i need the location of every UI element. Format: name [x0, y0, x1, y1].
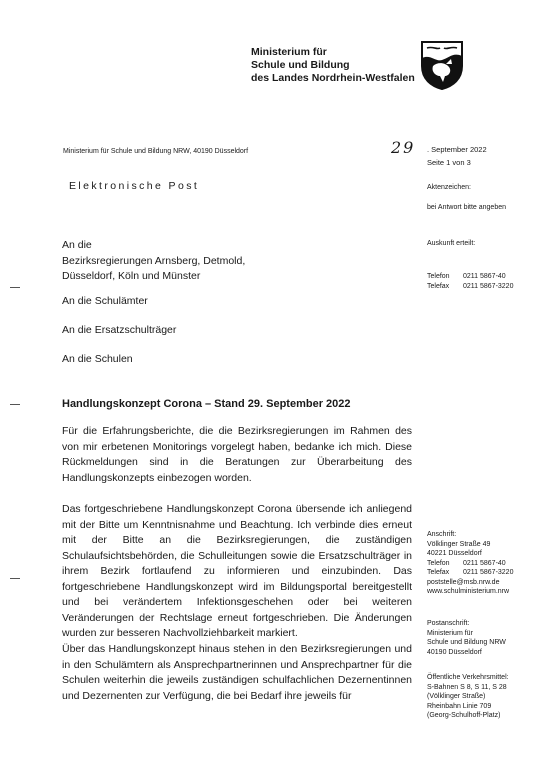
delivery-method: Elektronische Post — [69, 180, 200, 192]
transport-label: Öffentliche Verkehrsmittel: — [427, 674, 509, 681]
telefax-label: Telefax — [427, 569, 450, 576]
contact-telefon-row — [427, 272, 513, 282]
handwritten-date-day: 29 — [391, 138, 416, 157]
paragraph-text: Für die Erfahrungsberichte, die die Bezirksregierungen im Rahmen des von mir erbetenen Monitorings vorgelegt haben, bedanke ich mich. Diese Rückmeldungen sind in die Beratungen zur Überarbeitung des Handlungskonzepts einbezogen worden. — [62, 425, 412, 484]
contact-telefax-row — [427, 282, 513, 292]
page-number: Seite 1 von 3 — [427, 158, 471, 167]
postal-line: 40190 Düsseldorf — [427, 648, 482, 656]
auskunft-label: Auskunft erteilt: — [427, 240, 476, 247]
letter-subject: Handlungskonzept Corona – Stand 29. September 2022 — [62, 398, 351, 410]
paragraph-text: Das fortgeschriebene Handlungskonzept Corona übersende ich anliegend mit der Bitte um Kenntnisnahme und Beachtung. Ich verbinde dies erneut mit der Bitte an die Bezirksregierungen, die zuständigen Schulaufsichtsbehörden, die Schulleitungen sowie die Ersatzschulträger in ihrem Bezirk fortlaufend zu informieren und einzubinden. Das fortgeschriebene Handlungskonzept wird im Bildungsportal bereitgestellt und bei verändertem Infektionsgeschehen oder bei weiteren Veränderungen der Rechtslage erneut fortgeschrieben. Die Änderungen wurden zur besseren Nachvollziehbarkeit markiert. — [62, 503, 412, 639]
telefax-label: Telefax — [427, 282, 450, 290]
body-paragraph-3 — [62, 642, 412, 704]
address-street: Völklinger Straße 49 — [427, 540, 491, 548]
address-label: Anschrift: — [427, 531, 457, 538]
ministry-line-2: Schule und Bildung — [251, 59, 350, 71]
address-telefon-row — [427, 559, 513, 569]
postal-label: Postanschrift: — [427, 620, 470, 627]
telefon-value: 0211 5867-40 — [463, 273, 506, 280]
fold-mark — [10, 578, 20, 579]
postal-line: Schule und Bildung NRW — [427, 639, 506, 646]
recipient-schulen: An die Schulen — [62, 353, 133, 365]
paragraph-text: Über das Handlungskonzept hinaus stehen in den Bezirksregierungen und in den Schulämtern als Ansprechpartnerinnen und Ansprechpartner für die Schulen weiterhin die jeweils zuständigen schulfachlichen Dezernentinnen und Dezernenten zur Verfügung, die bei Bedarf ihre jeweils für — [62, 643, 412, 702]
postal-address-block — [427, 619, 506, 657]
aktenzeichen-label: Aktenzeichen: — [427, 184, 471, 191]
ministry-line-3: des Landes Nordrhein-Westfalen — [251, 72, 415, 84]
transport-line: S-Bahnen S 8, S 11, S 28 — [427, 683, 507, 691]
address-web-link[interactable]: www.schulministerium.nrw — [427, 588, 510, 595]
recipient-group-bezirksregierungen — [62, 238, 245, 285]
reply-reference-note: bei Antwort bitte angeben — [427, 204, 507, 211]
sender-return-address: Ministerium für Schule und Bildung NRW, 40190 Düsseldorf — [63, 148, 249, 155]
telefon-label: Telefon — [427, 559, 450, 567]
address-email-link[interactable]: poststelle@msb.nrw.de — [427, 578, 500, 586]
transport-line: Rheinbahn Linie 709 — [427, 702, 492, 710]
transport-line: (Georg-Schulhoff-Platz) — [427, 712, 501, 719]
recipient-schulaemter: An die Schulämter — [62, 295, 148, 307]
nrw-coat-of-arms-icon — [419, 40, 465, 90]
telefon-label: Telefon — [427, 273, 450, 280]
telefax-value: 0211 5867-3220 — [463, 282, 514, 290]
ministry-line-1: Ministerium für — [251, 46, 327, 58]
address-telefax-row — [427, 568, 513, 578]
fold-mark — [10, 404, 20, 405]
date-month-year: . September 2022 — [427, 145, 487, 154]
postal-line: Ministerium für — [427, 629, 473, 637]
recipient-ersatzschultraeger: An die Ersatzschulträger — [62, 324, 177, 336]
transport-block — [427, 673, 509, 721]
transport-line: (Völklinger Straße) — [427, 693, 486, 700]
fold-mark — [10, 287, 20, 288]
ministry-name — [251, 46, 415, 85]
telefax-value: 0211 5867-3220 — [463, 569, 514, 576]
address-block — [427, 530, 513, 597]
address-city: 40221 Düsseldorf — [427, 550, 482, 557]
body-paragraph-1 — [62, 424, 412, 486]
recipient-line: An die — [62, 239, 92, 251]
recipient-line: Bezirksregierungen Arnsberg, Detmold, — [62, 254, 246, 267]
recipient-line: Düsseldorf, Köln und Münster — [62, 270, 201, 282]
contact-phone-block — [427, 272, 513, 291]
telefon-value: 0211 5867-40 — [463, 559, 506, 567]
body-paragraph-2 — [62, 502, 412, 642]
